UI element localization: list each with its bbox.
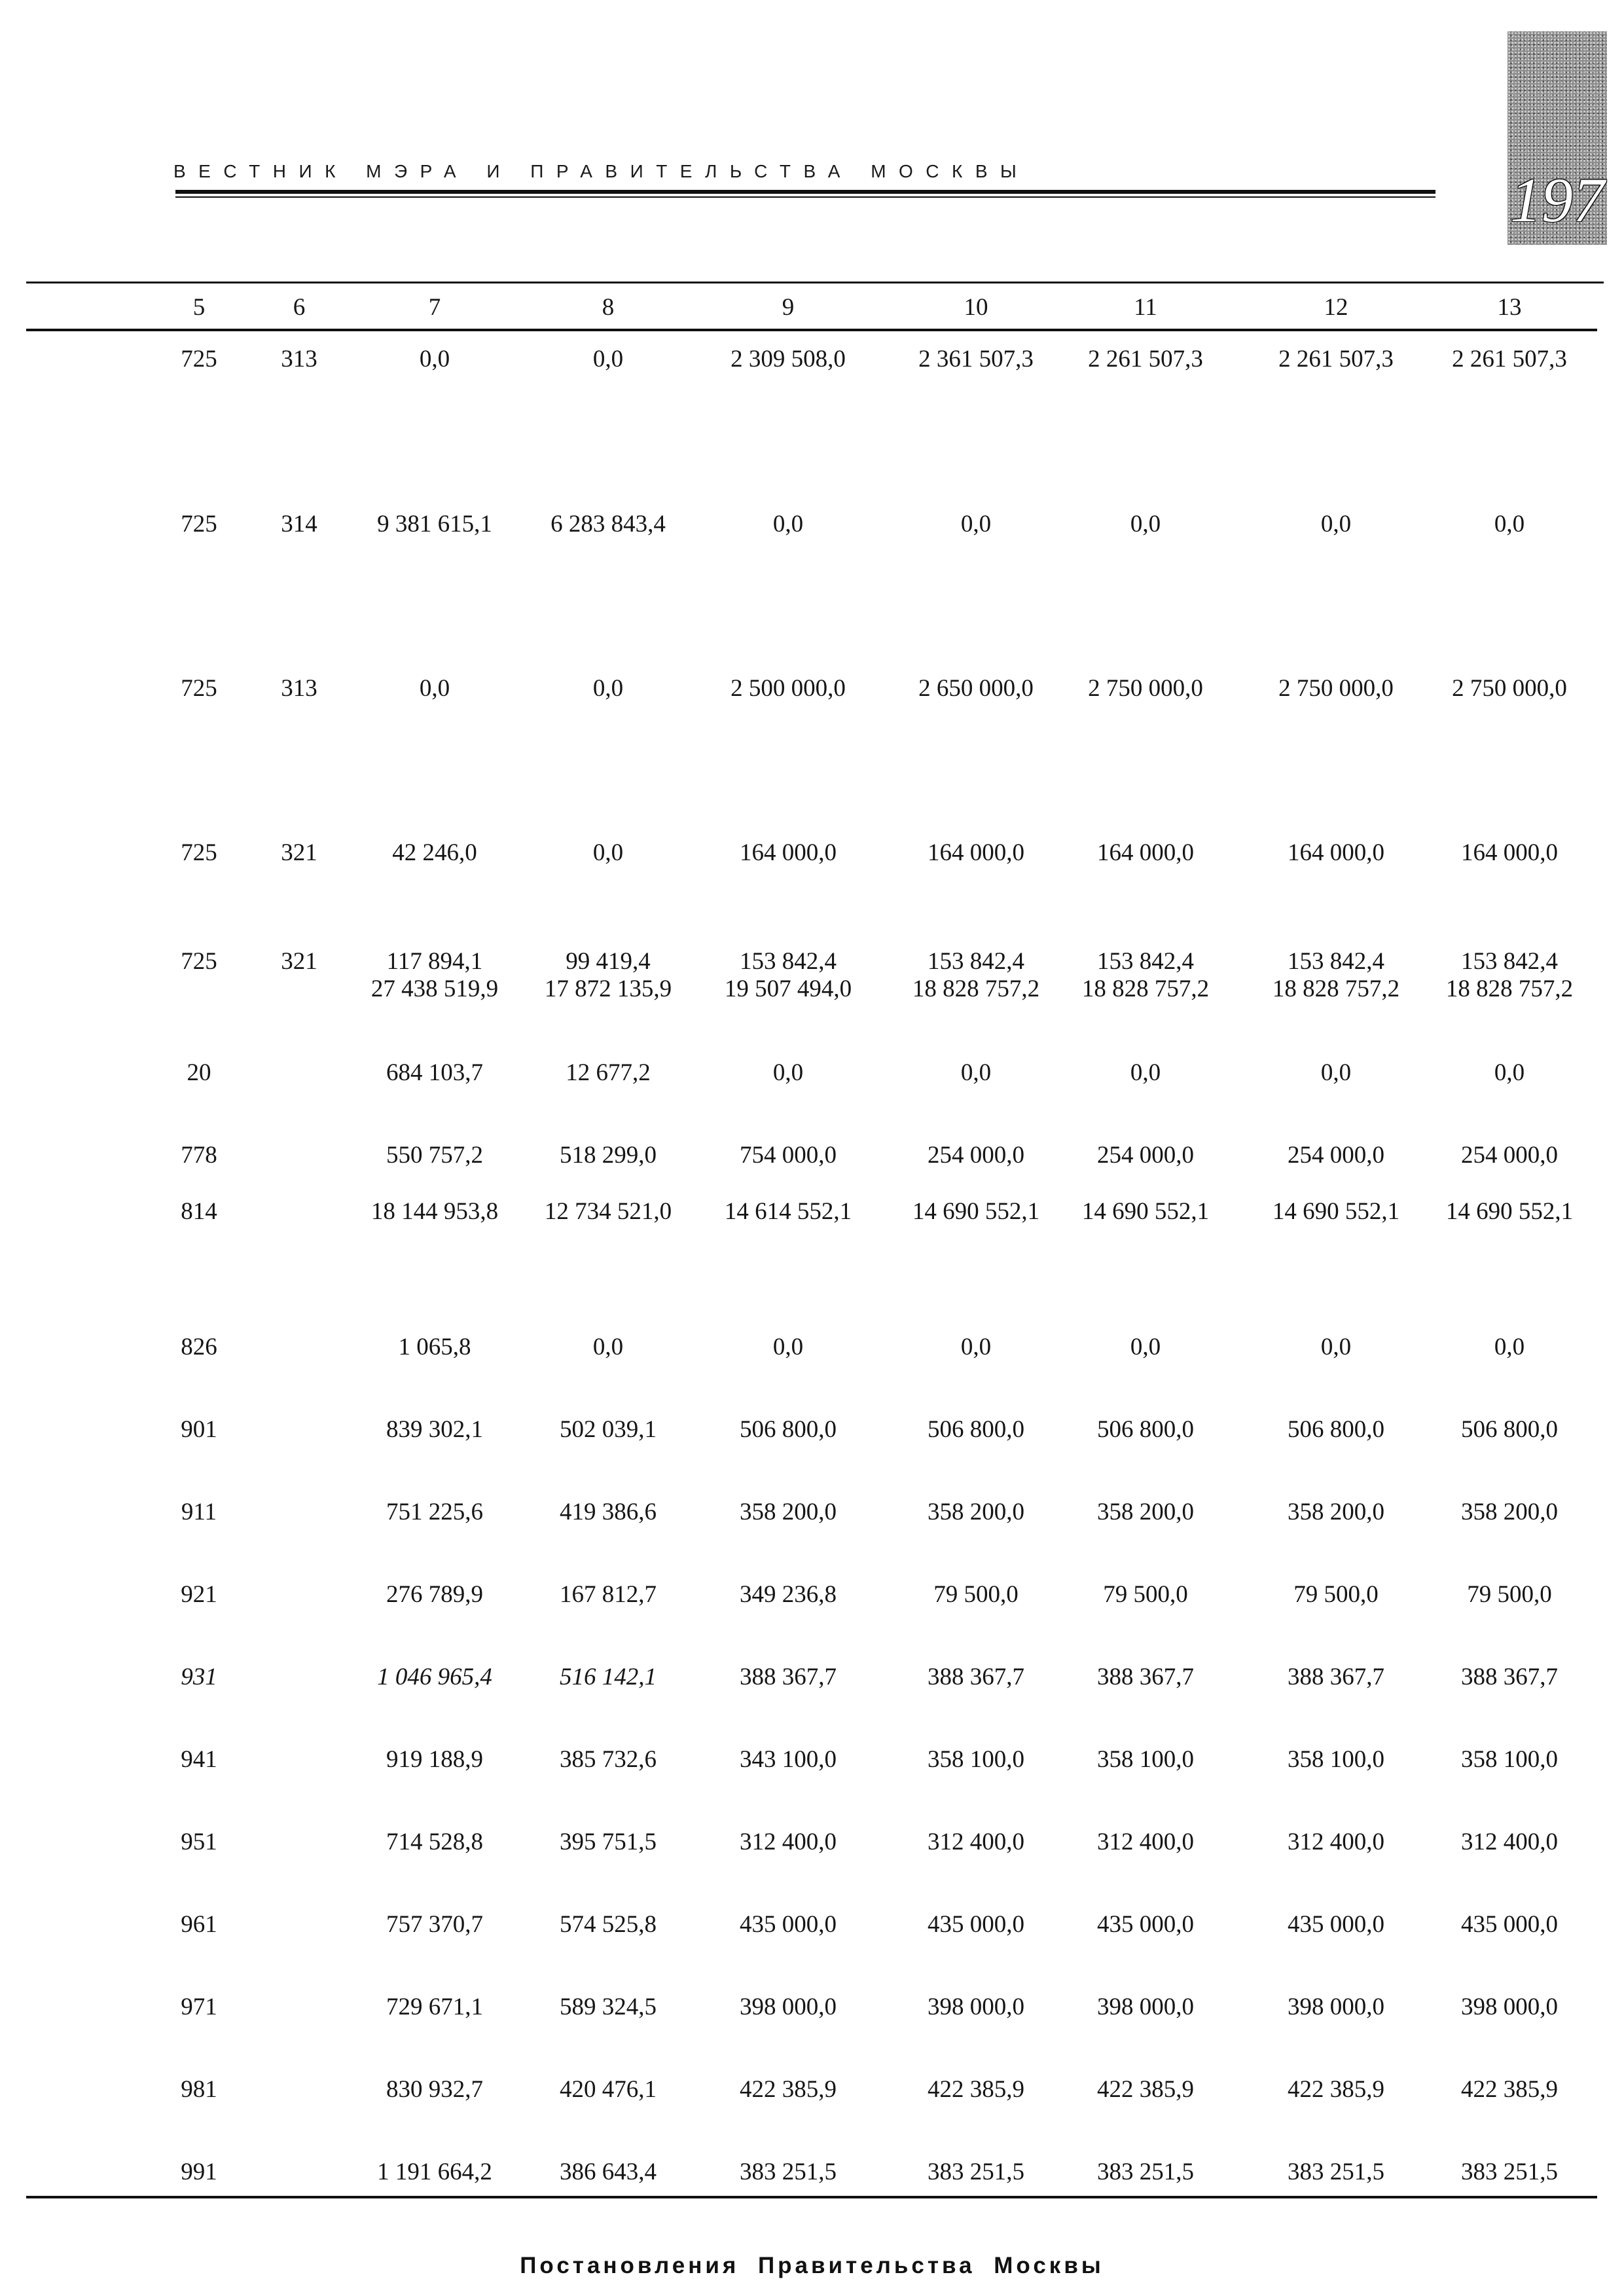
table-cell: 0,0	[960, 1059, 992, 1086]
table-subtotal-cell: 17 872 135,9	[544, 975, 672, 1002]
table-subtotal-cell: 18 828 757,2	[1081, 975, 1210, 1002]
table-cell: 153 842,4	[928, 948, 1024, 975]
table-cell: 2 500 000,0	[731, 675, 846, 702]
table-cell: 276 789,9	[386, 1581, 483, 1608]
table-cell: 0,0	[1320, 1059, 1352, 1086]
table-cell: 422 385,9	[928, 2076, 1024, 2103]
table-cell: 419 386,6	[560, 1499, 657, 1525]
table-cell: 516 142,1	[560, 1664, 657, 1690]
table-cell: 358 200,0	[1288, 1499, 1384, 1525]
table-cell: 99 419,4	[566, 948, 651, 975]
table-cell: 398 000,0	[1097, 1994, 1194, 2020]
column-header: 9	[782, 294, 795, 321]
table-cell: 312 400,0	[928, 1829, 1024, 1855]
table-cell: 79 500,0	[1293, 1581, 1379, 1608]
table-cell: 383 251,5	[1288, 2159, 1384, 2185]
table-cell: 725	[181, 948, 217, 975]
table-cell: 79 500,0	[933, 1581, 1019, 1608]
table-cell: 0,0	[772, 511, 804, 538]
table-cell: 725	[181, 839, 217, 866]
table-cell: 164 000,0	[1288, 839, 1384, 866]
column-header: 12	[1324, 294, 1348, 321]
table-cell: 313	[281, 675, 317, 702]
table-cell: 0,0	[1320, 511, 1352, 538]
table-cell: 164 000,0	[1461, 839, 1558, 866]
table-cell: 388 367,7	[1461, 1664, 1558, 1690]
table-subtotal-cell: 18 828 757,2	[1272, 975, 1400, 1002]
table-cell: 321	[281, 948, 317, 975]
table-cell: 435 000,0	[740, 1911, 837, 1938]
table-cell: 398 000,0	[928, 1994, 1024, 2020]
table-cell: 314	[281, 511, 317, 538]
table-cell: 0,0	[1320, 1334, 1352, 1360]
table-subtotal-cell: 19 507 494,0	[724, 975, 852, 1002]
table-cell: 826	[181, 1334, 217, 1360]
table-cell: 725	[181, 511, 217, 538]
table-cell: 167 812,7	[560, 1581, 657, 1608]
table-cell: 919 188,9	[386, 1746, 483, 1773]
table-cell: 1 065,8	[398, 1334, 471, 1360]
table-cell: 312 400,0	[1461, 1829, 1558, 1855]
table-cell: 385 732,6	[560, 1746, 657, 1773]
table-cell: 386 643,4	[560, 2159, 657, 2185]
table-cell: 2 261 507,3	[1452, 346, 1567, 373]
page-number-badge	[1507, 31, 1607, 245]
table-subtotal-cell: 18 828 757,2	[1445, 975, 1574, 1002]
table-cell: 14 690 552,1	[1081, 1198, 1210, 1225]
table-cell: 254 000,0	[1097, 1142, 1194, 1169]
table-cell: 6 283 843,4	[550, 511, 666, 538]
table-cell: 0,0	[592, 1334, 624, 1360]
table-cell: 751 225,6	[386, 1499, 483, 1525]
table-cell: 814	[181, 1198, 217, 1225]
table-cell: 164 000,0	[1097, 839, 1194, 866]
table-cell: 757 370,7	[386, 1911, 483, 1938]
column-header: 13	[1497, 294, 1522, 321]
table-cell: 79 500,0	[1103, 1581, 1188, 1608]
table-cell: 0,0	[1494, 1334, 1525, 1360]
table-cell: 20	[187, 1059, 211, 1086]
table-cell: 550 757,2	[386, 1142, 483, 1169]
table-cell: 312 400,0	[1288, 1829, 1384, 1855]
table-cell: 395 751,5	[560, 1829, 657, 1855]
table-cell: 420 476,1	[560, 2076, 657, 2103]
table-cell: 506 800,0	[1461, 1416, 1558, 1443]
table-cell: 422 385,9	[740, 2076, 837, 2103]
table-cell: 518 299,0	[560, 1142, 657, 1169]
table-cell: 42 246,0	[392, 839, 477, 866]
table-cell: 0,0	[772, 1059, 804, 1086]
table-cell: 358 100,0	[1097, 1746, 1194, 1773]
table-cell: 383 251,5	[740, 2159, 837, 2185]
table-cell: 153 842,4	[740, 948, 837, 975]
table-cell: 422 385,9	[1288, 2076, 1384, 2103]
table-cell: 422 385,9	[1461, 2076, 1558, 2103]
table-cell: 991	[181, 2159, 217, 2185]
table-cell: 506 800,0	[1097, 1416, 1194, 1443]
table-cell: 931	[181, 1664, 217, 1690]
table-cell: 358 200,0	[1461, 1499, 1558, 1525]
table-cell: 2 750 000,0	[1452, 675, 1567, 702]
table-cell: 14 690 552,1	[912, 1198, 1040, 1225]
running-head: ВЕСТНИК МЭРА И ПРАВИТЕЛЬСТВА МОСКВЫ	[173, 161, 1030, 181]
table-cell: 830 932,7	[386, 2076, 483, 2103]
table-cell: 0,0	[592, 675, 624, 702]
table-cell: 435 000,0	[928, 1911, 1024, 1938]
table-cell: 0,0	[1130, 1059, 1161, 1086]
table-cell: 422 385,9	[1097, 2076, 1194, 2103]
table-cell: 506 800,0	[740, 1416, 837, 1443]
table-cell: 0,0	[1130, 511, 1161, 538]
footer-section-title: Постановления Правительства Москвы	[520, 2253, 1104, 2278]
table-cell: 435 000,0	[1461, 1911, 1558, 1938]
column-header: 8	[602, 294, 615, 321]
table-cell: 12 734 521,0	[544, 1198, 672, 1225]
table-cell: 153 842,4	[1288, 948, 1384, 975]
page-number: 197	[1510, 165, 1604, 235]
table-cell: 0,0	[592, 346, 624, 373]
table-cell: 0,0	[419, 675, 450, 702]
table-cell: 164 000,0	[740, 839, 837, 866]
table-cell: 358 200,0	[740, 1499, 837, 1525]
table-bottom-rule	[26, 2196, 1597, 2198]
table-cell: 164 000,0	[928, 839, 1024, 866]
table-cell: 589 324,5	[560, 1994, 657, 2020]
table-cell: 358 100,0	[1461, 1746, 1558, 1773]
column-header: 7	[428, 294, 441, 321]
table-cell: 14 690 552,1	[1445, 1198, 1574, 1225]
table-subtotal-cell: 27 438 519,9	[370, 975, 499, 1002]
table-cell: 383 251,5	[1097, 2159, 1194, 2185]
table-cell: 0,0	[960, 511, 992, 538]
table-cell: 506 800,0	[1288, 1416, 1384, 1443]
table-cell: 14 614 552,1	[724, 1198, 852, 1225]
table-cell: 1 191 664,2	[377, 2159, 492, 2185]
table-cell: 2 309 508,0	[731, 346, 846, 373]
table-cell: 0,0	[419, 346, 450, 373]
table-cell: 18 144 953,8	[370, 1198, 499, 1225]
header-rule-thin	[175, 196, 1435, 198]
table-cell: 921	[181, 1581, 217, 1608]
table-header-rule	[26, 329, 1597, 331]
table-cell: 358 100,0	[1288, 1746, 1384, 1773]
table-cell: 684 103,7	[386, 1059, 483, 1086]
table-cell: 911	[181, 1499, 217, 1525]
table-cell: 435 000,0	[1288, 1911, 1384, 1938]
header-rule-thick	[175, 190, 1435, 194]
table-cell: 2 750 000,0	[1278, 675, 1394, 702]
table-cell: 2 261 507,3	[1278, 346, 1394, 373]
table-cell: 254 000,0	[928, 1142, 1024, 1169]
table-cell: 254 000,0	[1288, 1142, 1384, 1169]
table-cell: 574 525,8	[560, 1911, 657, 1938]
table-cell: 358 200,0	[928, 1499, 1024, 1525]
column-header: 5	[192, 294, 206, 321]
table-subtotal-cell: 18 828 757,2	[912, 975, 1040, 1002]
table-cell: 383 251,5	[1461, 2159, 1558, 2185]
table-cell: 0,0	[1494, 1059, 1525, 1086]
table-cell: 12 677,2	[566, 1059, 651, 1086]
table-cell: 0,0	[960, 1334, 992, 1360]
table-cell: 506 800,0	[928, 1416, 1024, 1443]
column-header: 10	[964, 294, 988, 321]
table-cell: 0,0	[592, 839, 624, 866]
table-cell: 388 367,7	[1097, 1664, 1194, 1690]
table-cell: 725	[181, 346, 217, 373]
table-cell: 117 894,1	[386, 948, 483, 975]
table-cell: 951	[181, 1829, 217, 1855]
table-cell: 312 400,0	[740, 1829, 837, 1855]
table-cell: 2 261 507,3	[1088, 346, 1203, 373]
table-cell: 153 842,4	[1461, 948, 1558, 975]
table-cell: 2 650 000,0	[918, 675, 1034, 702]
table-cell: 435 000,0	[1097, 1911, 1194, 1938]
table-cell: 971	[181, 1994, 217, 2020]
table-cell: 1 046 965,4	[377, 1664, 492, 1690]
table-cell: 502 039,1	[560, 1416, 657, 1443]
table-cell: 754 000,0	[740, 1142, 837, 1169]
table-cell: 901	[181, 1416, 217, 1443]
table-cell: 725	[181, 675, 217, 702]
table-cell: 0,0	[1494, 511, 1525, 538]
table-cell: 941	[181, 1746, 217, 1773]
column-header: 6	[293, 294, 306, 321]
table-cell: 2 750 000,0	[1088, 675, 1203, 702]
table-cell: 14 690 552,1	[1272, 1198, 1400, 1225]
table-cell: 778	[181, 1142, 217, 1169]
table-cell: 254 000,0	[1461, 1142, 1558, 1169]
table-cell: 961	[181, 1911, 217, 1938]
table-cell: 79 500,0	[1467, 1581, 1552, 1608]
table-cell: 321	[281, 839, 317, 866]
table-cell: 388 367,7	[928, 1664, 1024, 1690]
table-cell: 388 367,7	[1288, 1664, 1384, 1690]
column-header: 11	[1134, 294, 1157, 321]
table-cell: 358 200,0	[1097, 1499, 1194, 1525]
table-cell: 398 000,0	[740, 1994, 837, 2020]
table-cell: 349 236,8	[740, 1581, 837, 1608]
table-cell: 358 100,0	[928, 1746, 1024, 1773]
table-cell: 729 671,1	[386, 1994, 483, 2020]
table-cell: 153 842,4	[1097, 948, 1194, 975]
table-cell: 313	[281, 346, 317, 373]
table-cell: 312 400,0	[1097, 1829, 1194, 1855]
table-cell: 343 100,0	[740, 1746, 837, 1773]
table-cell: 388 367,7	[740, 1664, 837, 1690]
table-cell: 398 000,0	[1461, 1994, 1558, 2020]
table-cell: 398 000,0	[1288, 1994, 1384, 2020]
table-cell: 981	[181, 2076, 217, 2103]
table-cell: 2 361 507,3	[918, 346, 1034, 373]
table-cell: 0,0	[772, 1334, 804, 1360]
table-cell: 714 528,8	[386, 1829, 483, 1855]
table-cell: 0,0	[1130, 1334, 1161, 1360]
table-top-rule	[26, 282, 1604, 283]
table-cell: 839 302,1	[386, 1416, 483, 1443]
table-cell: 9 381 615,1	[377, 511, 492, 538]
table-cell: 383 251,5	[928, 2159, 1024, 2185]
